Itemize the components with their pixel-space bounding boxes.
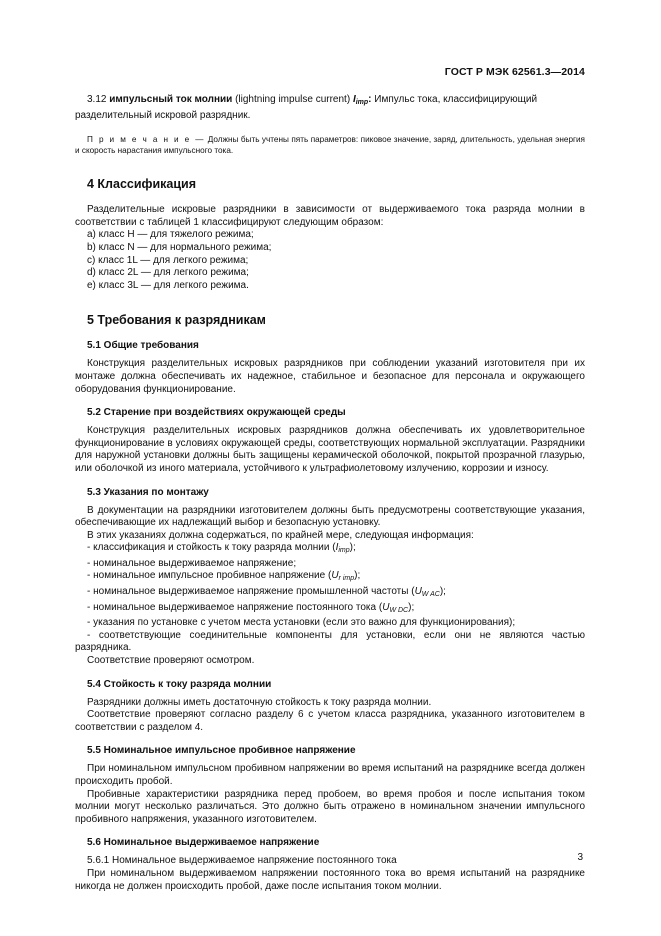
classification-item: d) класс 2L — для легкого режима;	[87, 267, 249, 279]
subsection-5-3-check: Соответствие проверяют осмотром.	[87, 655, 255, 667]
term-3-12: 3.12 импульсный ток молнии (lightning impulse current) $I_{imp}$: Импульс тока, классифицирующий	[87, 94, 538, 106]
subsection-5-3-text2: В этих указаниях должна содержаться, по крайней мере, следующая информация:	[87, 529, 474, 541]
subsection-5-1-text: Конструкция разделительных искровых разрядников при соблюдении указаний изготовителя при их монтаже должна обеспечивать их надежное, стабильное и безопасное для персонала и окружающего оборудования функционирование.	[75, 358, 585, 395]
info-list-item: - указания по установке с учетом места установки (если это важно для функционирования);	[87, 617, 516, 629]
term-symbol: I	[352, 94, 356, 105]
subsection-5-6-1-title: 5.6.1 Номинальное выдерживаемое напряжение постоянного тока	[87, 855, 397, 867]
term-symbol-sub: imp	[355, 99, 369, 106]
subsection-5-4-title: 5.4 Стойкость к току разряда молнии	[87, 678, 272, 690]
classification-item: b) класс N — для нормального режима;	[87, 241, 272, 253]
subsection-5-3-title: 5.3 Указания по монтажу	[87, 486, 209, 498]
subsection-5-2-title: 5.2 Старение при воздействиях окружающей среды	[87, 407, 346, 419]
section-5-heading: 5 Требования к разрядникам	[87, 313, 266, 328]
subsection-5-5-title: 5.5 Номинальное импульсное пробивное напряжение	[87, 745, 356, 757]
term-title: импульсный ток молнии	[109, 94, 233, 105]
note	[75, 134, 585, 156]
subsection-5-3-text1: В документации на разрядники изготовителем должны быть предусмотрены соответствующие указания, обеспечивающие их надлежащий выбор и безопасную установку.	[75, 504, 585, 529]
info-list-item: - номинальное выдерживаемое напряжение промышленной частоты $(U_{W AC})$;	[87, 586, 446, 599]
subsection-5-1-title: 5.1 Общие требования	[87, 340, 199, 352]
subsection-5-6-1-text: При номинальном выдерживаемом напряжении постоянного тока во время испытаний на разряднике никогда не должен происходить пробой, даже после испытания током молнии.	[75, 867, 585, 892]
term-english: (lightning impulse current)	[235, 94, 351, 105]
subsection-5-4-text2: Соответствие проверяют согласно разделу 6 с учетом класса разрядника, указанного изготовителем в соответствии с разделом 4.	[75, 709, 585, 733]
section-4-heading: 4 Классификация	[87, 177, 197, 192]
note-label: П р и м е ч а н и е —	[87, 135, 206, 145]
term-number: 3.12	[87, 94, 107, 105]
info-list-item: - номинальное выдерживаемое напряжение постоянного тока $(U_{W DC})$;	[87, 601, 415, 614]
subsection-5-2-text: Конструкция разделительных искровых разрядников должна обеспечивать их удовлетворительное функционирование в условиях окружающей среды, соответствующих нормальной эксплуатации. Разрядники для наружной установки должны быть защищены керамической оболочкой, покрытой прозрачной глазурью, или оболочкой из иного материала, устойчивого к ультрафиолетовому излучению, коррозии и износу.	[75, 425, 585, 474]
standard-header: ГОСТ Р МЭК 62561.3—2014	[444, 66, 585, 78]
info-list-item: - классификация и стойкость к току разряда молнии $(I_{imp})$;	[87, 542, 356, 555]
info-list-item-last: - соответствующие соединительные компоненты для установки, если они не являются частью разрядника.	[75, 629, 585, 654]
classification-item: e) класс 3L — для легкого режима.	[87, 279, 249, 291]
subsection-5-6-title: 5.6 Номинальное выдерживаемое напряжение	[87, 837, 320, 849]
subsection-5-5-text2: Пробивные характеристики разрядника перед пробоем, во время пробоя и после испытания током молнии могут несколько различаться. Это должно быть отражено в номинальном значении импульсного пробивного напряжения, указанного изготовителем.	[75, 788, 585, 825]
subsection-5-5-text1: При номинальном импульсном пробивном напряжении во время испытаний на разряднике всегда должен происходить пробой.	[75, 763, 585, 787]
classification-item: a) класс H — для тяжелого режима;	[87, 229, 254, 241]
subsection-5-4-text1: Разрядники должны иметь достаточную стойкость к току разряда молнии.	[87, 696, 432, 708]
page-number: 3	[577, 852, 583, 863]
info-list-item: - номинальное импульсное пробивное напряжение $(U_{r imp})$;	[87, 570, 361, 583]
term-definition-line2: разделительный искровой разрядник.	[75, 109, 251, 121]
classification-item: c) класс 1L — для легкого режима;	[87, 254, 249, 266]
term-definition-line1: Импульс тока, классифицирующий	[374, 94, 538, 105]
page-content	[75, 94, 585, 893]
note-text: Должны быть учтены пять параметров: пиковое значение, заряд, длительность, удельная энергия и скорость нарастания импульсного тока.	[75, 135, 585, 156]
info-list-item: - номинальное выдерживаемое напряжение;	[87, 557, 297, 569]
section-4-intro: Разделительные искровые разрядники в зависимости от выдерживаемого тока разряда молнии в соответствии с таблицей 1 классифицируют следующим образом:	[75, 204, 585, 228]
